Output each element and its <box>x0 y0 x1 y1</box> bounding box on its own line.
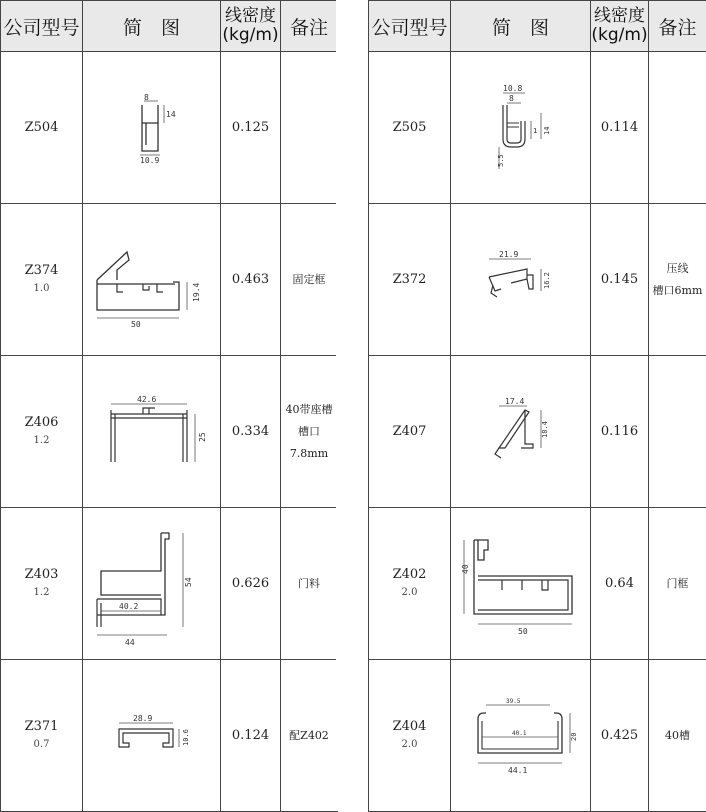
table-row <box>369 204 706 356</box>
header-row <box>1 1 338 52</box>
density-value: 0.626 <box>221 508 281 660</box>
dimension-label: 19.4 <box>192 282 201 301</box>
table-row <box>369 660 706 812</box>
dimension-label: 50 <box>518 627 528 636</box>
profile-drawing-z403 <box>87 519 217 649</box>
density-value: 0.116 <box>591 356 649 508</box>
header-density <box>591 1 649 52</box>
profile-drawing-cell <box>451 356 591 508</box>
density-value: 0.145 <box>591 204 649 356</box>
remark-text: 配Z402 <box>281 660 338 812</box>
remark-text: 门框 <box>649 508 706 660</box>
model-cell <box>369 660 451 812</box>
profile-drawing-cell <box>451 660 591 812</box>
table-row <box>1 52 338 204</box>
density-value: 0.463 <box>221 204 281 356</box>
density-value: 0.64 <box>591 508 649 660</box>
model-cell <box>1 660 83 812</box>
table-row <box>369 356 706 508</box>
model-cell <box>369 356 451 508</box>
model-code: Z407 <box>369 423 450 441</box>
profile-drawing-z505 <box>481 83 561 173</box>
remark-text: 40带座槽 槽口7.8mm <box>281 356 338 508</box>
dimension-label: 20 <box>570 732 578 740</box>
profile-drawing-cell <box>83 508 221 660</box>
header-model: 公司型号 <box>369 1 451 52</box>
dimension-label: 1 <box>533 127 537 135</box>
header-density-unit: (kg/m) <box>222 25 278 45</box>
profile-drawing-cell <box>83 204 221 356</box>
wall-thickness: 2.0 <box>369 584 450 602</box>
profile-drawing-z504 <box>122 93 182 163</box>
density-value: 0.114 <box>591 52 649 204</box>
profile-drawing-cell <box>83 52 221 204</box>
dimension-label: 5.5 <box>497 154 505 167</box>
table-row <box>1 356 338 508</box>
remark-text <box>649 356 706 508</box>
table-row <box>369 52 706 204</box>
profile-drawing-z372 <box>471 245 571 315</box>
density-value: 0.334 <box>221 356 281 508</box>
profile-drawing-cell <box>83 660 221 812</box>
header-row <box>369 1 706 52</box>
dimension-label: 16.2 <box>543 272 551 289</box>
model-code: Z504 <box>1 119 82 137</box>
model-code: Z371 <box>1 718 82 736</box>
header-density-label: 线密度 <box>225 6 276 26</box>
dimension-label: 10.6 <box>182 729 190 746</box>
dimension-label: 10.9 <box>140 156 159 163</box>
dimension-label: 42.6 <box>137 395 156 404</box>
dimension-label: 28.9 <box>133 714 152 723</box>
model-cell <box>1 356 83 508</box>
header-density <box>221 1 281 52</box>
profile-drawing-z371 <box>107 711 197 761</box>
remark-text: 门料 <box>281 508 338 660</box>
dimension-label: 40.2 <box>119 602 138 611</box>
profile-drawing-z407 <box>471 392 571 472</box>
model-code: Z406 <box>1 414 82 432</box>
wall-thickness: 2.0 <box>369 736 450 754</box>
profile-drawing-cell <box>451 508 591 660</box>
dimension-label: 40 <box>461 564 470 574</box>
dimension-label: 8 <box>509 94 514 103</box>
header-remark: 备注 <box>649 1 706 52</box>
header-density-unit: (kg/m) <box>591 25 647 45</box>
table-row <box>369 508 706 660</box>
model-code: Z374 <box>1 262 82 280</box>
column-gap <box>336 0 368 811</box>
profile-drawing-cell <box>83 356 221 508</box>
table-row <box>1 508 338 660</box>
wall-thickness: 1.2 <box>1 432 82 450</box>
profile-drawing-z404 <box>456 691 586 781</box>
dimension-label: 8 <box>144 93 149 102</box>
wall-thickness: 1.0 <box>1 280 82 298</box>
dimension-label: 25 <box>198 432 207 442</box>
density-value: 0.425 <box>591 660 649 812</box>
dimension-label: 40.1 <box>512 730 527 737</box>
density-value: 0.125 <box>221 52 281 204</box>
remark-text <box>649 52 706 204</box>
dimension-label: 50 <box>131 320 141 329</box>
remark-text <box>281 52 338 204</box>
density-value: 0.124 <box>221 660 281 812</box>
model-code: Z402 <box>369 566 450 584</box>
header-image: 简 图 <box>451 1 591 52</box>
left-profile-table <box>0 0 338 812</box>
header-density-label: 线密度 <box>594 6 645 26</box>
dimension-label: 14 <box>166 110 176 119</box>
dimension-label: 54 <box>184 577 193 587</box>
model-code: Z505 <box>369 119 450 137</box>
model-cell <box>1 52 83 204</box>
remark-text: 压线 槽口6mm <box>649 204 706 356</box>
header-image: 简 图 <box>83 1 221 52</box>
wall-thickness: 0.7 <box>1 736 82 754</box>
dimension-label: 17.4 <box>505 397 524 406</box>
model-cell <box>369 204 451 356</box>
model-cell <box>1 204 83 356</box>
dimension-label: 39.5 <box>506 698 521 705</box>
profile-drawing-z406 <box>97 392 207 472</box>
profile-drawing-z402 <box>456 524 586 644</box>
model-cell <box>369 508 451 660</box>
dimension-label: 14 <box>543 126 551 134</box>
header-remark: 备注 <box>281 1 338 52</box>
model-cell <box>369 52 451 204</box>
profile-drawing-z374 <box>87 230 217 330</box>
dimension-label: 21.9 <box>499 250 518 259</box>
header-model: 公司型号 <box>1 1 83 52</box>
dimension-label: 18.4 <box>541 421 549 438</box>
dimension-label: 44.1 <box>508 766 527 775</box>
wall-thickness: 1.2 <box>1 584 82 602</box>
profile-drawing-cell <box>451 204 591 356</box>
remark-text: 40槽 <box>649 660 706 812</box>
model-code: Z403 <box>1 566 82 584</box>
model-code: Z404 <box>369 718 450 736</box>
model-code: Z372 <box>369 271 450 289</box>
right-profile-table <box>368 0 706 812</box>
table-row <box>1 204 338 356</box>
table-row <box>1 660 338 812</box>
dimension-label: 44 <box>125 638 135 647</box>
dimension-label: 10.8 <box>503 84 522 93</box>
profile-drawing-cell <box>451 52 591 204</box>
model-cell <box>1 508 83 660</box>
remark-text: 固定框 <box>281 204 338 356</box>
